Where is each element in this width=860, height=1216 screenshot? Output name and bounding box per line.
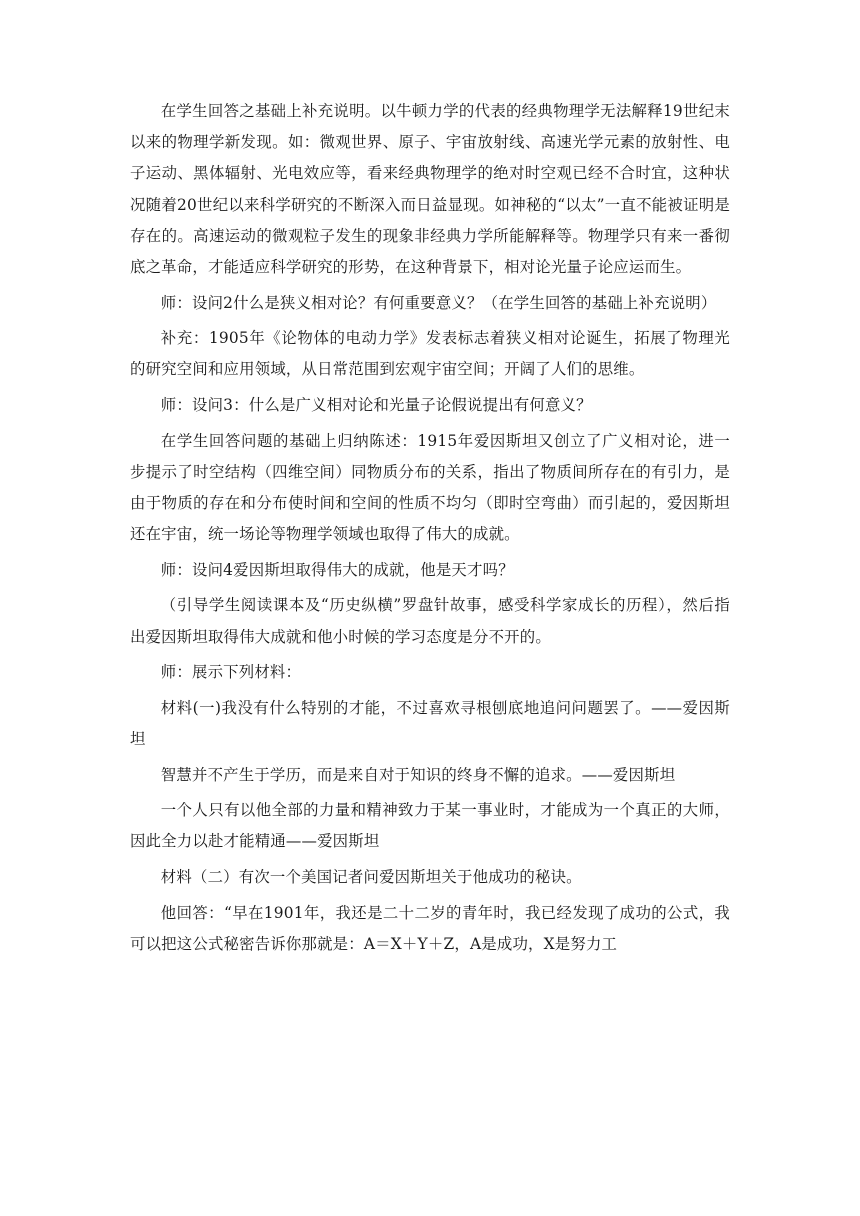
paragraph-supplement-1905: 补充：1905年《论物体的电动力学》发表标志着狭义相对论诞生，拓展了物理光的研究空间和应用领域，从日常范围到宏观宇宙空间；开阔了人们的思维。 bbox=[130, 329, 730, 379]
paragraph-show-materials: 师：展示下列材料： bbox=[160, 663, 302, 682]
paragraph-material-1-quote-3: 一个人只有以他全部的力量和精神致力于某一事业时，才能成为一个真正的大师，因此全力以赴才能精通——爱因斯坦 bbox=[130, 801, 730, 851]
paragraph-guided-reading: （引导学生阅读课本及“历史纵横”罗盘针故事，感受科学家成长的历程），然后指出爱因斯坦取得伟大成就和他小时候的学习态度是分不开的。 bbox=[130, 596, 730, 646]
paragraph-general-relativity: 在学生回答问题的基础上归纳陈述：1915年爱因斯坦又创立了广义相对论，进一步提示了时空结构（四维空间）同物质分布的关系，指出了物质间所存在的有引力，是由于物质的存在和分布使时间和空间的性质不均匀（即时空弯曲）而引起的，爱因斯坦还在宇宙，统一场论等物理学领域也取得了伟大的成就。 bbox=[130, 431, 730, 544]
paragraph-material-1-quote-2: 智慧并不产生于学历，而是来自对于知识的终身不懈的追求。——爱因斯坦 bbox=[160, 765, 676, 784]
paragraph-material-2-intro: 材料（二）有次一个美国记者问爱因斯坦关于他成功的秘诀。 bbox=[160, 867, 582, 886]
paragraph-material-2-answer: 他回答：“早在1901年，我还是二十二岁的青年时，我已经发现了成功的公式，我可以把这公式秘密告诉你那就是：A＝X＋Y＋Z，A是成功，X是努力工 bbox=[130, 903, 730, 953]
paragraph-supplement-explanation: 在学生回答之基础上补充说明。以牛顿力学的代表的经典物理学无法解释19世纪末以来的物理学新发现。如：微观世界、原子、宇宙放射线、高速光学元素的放射性、电子运动、黑体辐射、光电效应等，看来经典物理学的绝对时空观已经不合时宜，这种状况随着20世纪以来科学研究的不断深入而日益显现。如神秘的“以太”一直不能被证明是存在的。高速运动的微观粒子发生的现象非经典力学所能解释等。物理学只有来一番彻底之革命，才能适应科学研究的形势，在这种背景下，相对论光量子论应运而生。 bbox=[130, 102, 730, 277]
document-body bbox=[130, 96, 730, 960]
paragraph-question-4: 师：设问4爱因斯坦取得伟大的成就，他是天才吗？ bbox=[160, 560, 514, 579]
paragraph-question-3: 师：设问3：什么是广义相对论和光量子论假说提出有何意义？ bbox=[160, 396, 592, 414]
paragraph-material-1-quote-1: 材料(一)我没有什么特别的才能，不过喜欢寻根刨底地追问问题罢了。——爱因斯坦 bbox=[130, 698, 730, 748]
paragraph-question-2: 师：设问2什么是狭义相对论？有何重要意义？（在学生回答的基础上补充说明） bbox=[160, 293, 717, 312]
